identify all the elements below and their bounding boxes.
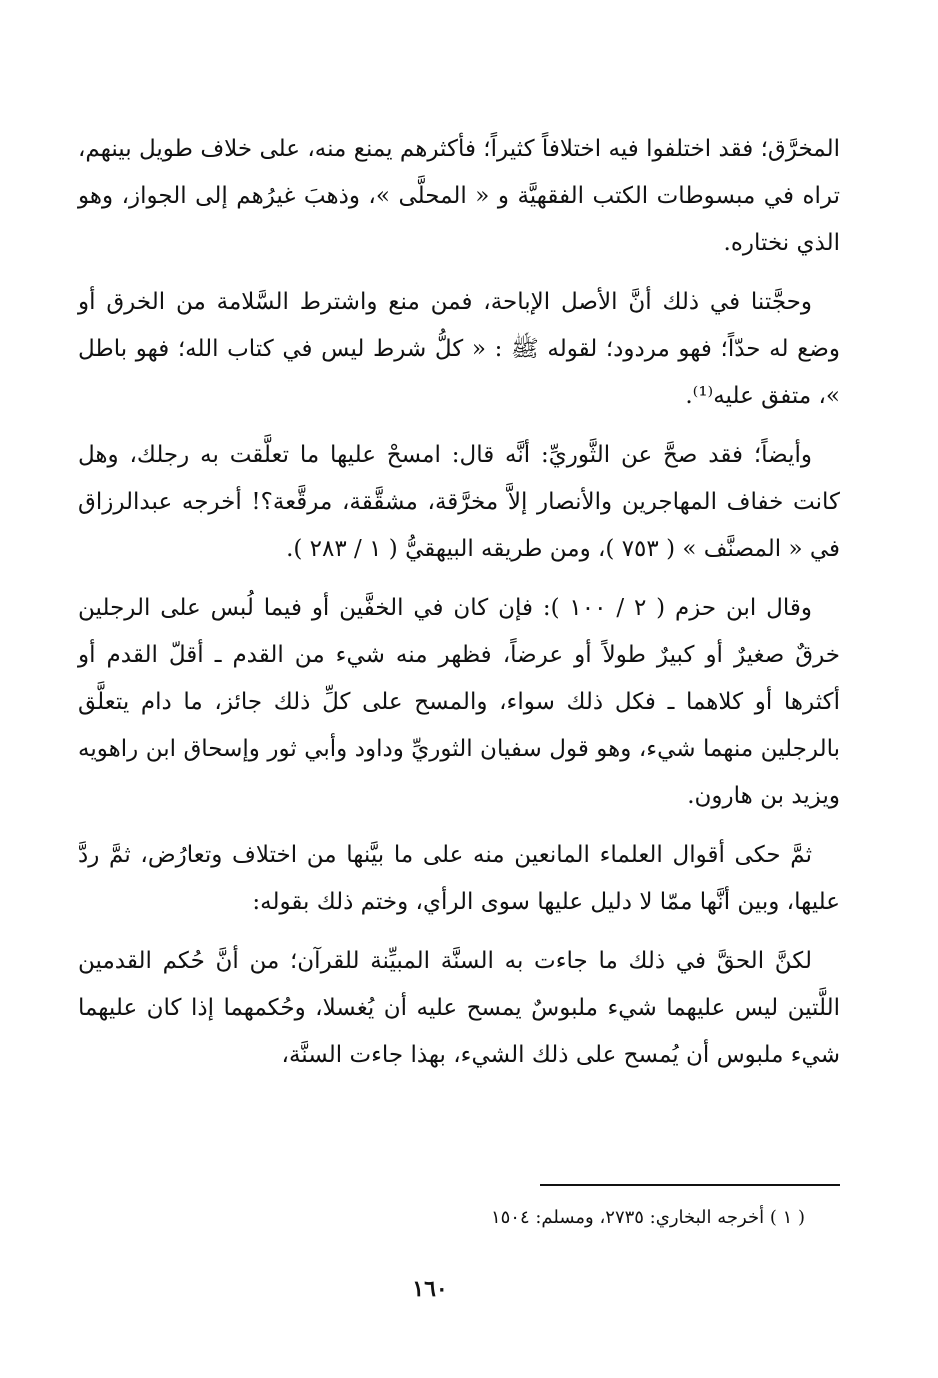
paragraph-3: وأيضاً؛ فقد صحَّ عن الثَّوريِّ: أنَّه قال: امسحْ عليها ما تعلَّقت به رجلك، وهل كانت خفاف المهاجرين والأنصار إلاَّ مخرَّقة، مشقَّقة، مرقَّعة؟! أخرجه عبدالرزاق في « المصنَّف » ( ٧٥٣ )، ومن طريقه البيهقيُّ ( ١ / ٢٨٣ ). (78, 442, 840, 562)
paragraph-2: وحجَّتنا في ذلك أنَّ الأصل الإباحة، فمن منع واشترط السَّلامة من الخرق أو وضع له حدّاً؛ فهو مردود؛ لقوله ﷺ : « كلُّ شرط ليس في كتاب الله؛ فهو باطل »، متفق عليه⁽¹⁾. (78, 289, 840, 409)
footnote: ( ١ ) أخرجه البخاري: ٢٧٣٥، ومسلم: ١٥٠٤ (490, 1207, 805, 1228)
footnote-divider (540, 1184, 840, 1186)
paragraph-6: لكنَّ الحقَّ في ذلك ما جاءت به السنَّة المبيِّنة للقرآن؛ من أنَّ حُكم القدمين اللَّتين ليس عليهما شيء ملبوسٌ يمسح عليه أن يُغسلا، وحُكمهما إذا كان عليهما شيء ملبوس أن يُمسح على ذلك الشيء، بهذا جاءت السنَّة، (78, 948, 840, 1068)
paragraph-5: ثمَّ حكى أقوال العلماء المانعين منه على ما بيَّنها من اختلاف وتعارُض، ثمَّ ردَّ عليها، وبين أنَّها ممّا لا دليل عليها سوى الرأي، وختم ذلك بقوله: (78, 842, 840, 915)
page-number: ١٦٠ (412, 1276, 448, 1302)
paragraph-1: المخرَّق؛ فقد اختلفوا فيه اختلافاً كثيراً؛ فأكثرهم يمنع منه، على خلاف طويل بينهم، تراه في مبسوطات الكتب الفقهيَّة و « المحلَّى »، وذهبَ غيرُهم إلى الجواز، وهو الذي نختاره. (78, 136, 840, 256)
main-text (78, 126, 840, 1091)
paragraph-4: وقال ابن حزم ( ٢ / ١٠٠ ): فإن كان في الخفَّين أو فيما لُبس على الرجلين خرقٌ صغيرٌ أو كبيرٌ طولاً أو عرضاً، فظهر منه شيء من القدم ـ أقلّ القدم أو أكثرها أو كلاهما ـ فكل ذلك سواء، والمسح على كلِّ ذلك جائز، ما دام يتعلَّق بالرجلين منهما شيء، وهو قول سفيان الثوريِّ وداود وأبي ثور وإسحاق ابن راهويه ويزيد بن هارون. (78, 595, 840, 809)
